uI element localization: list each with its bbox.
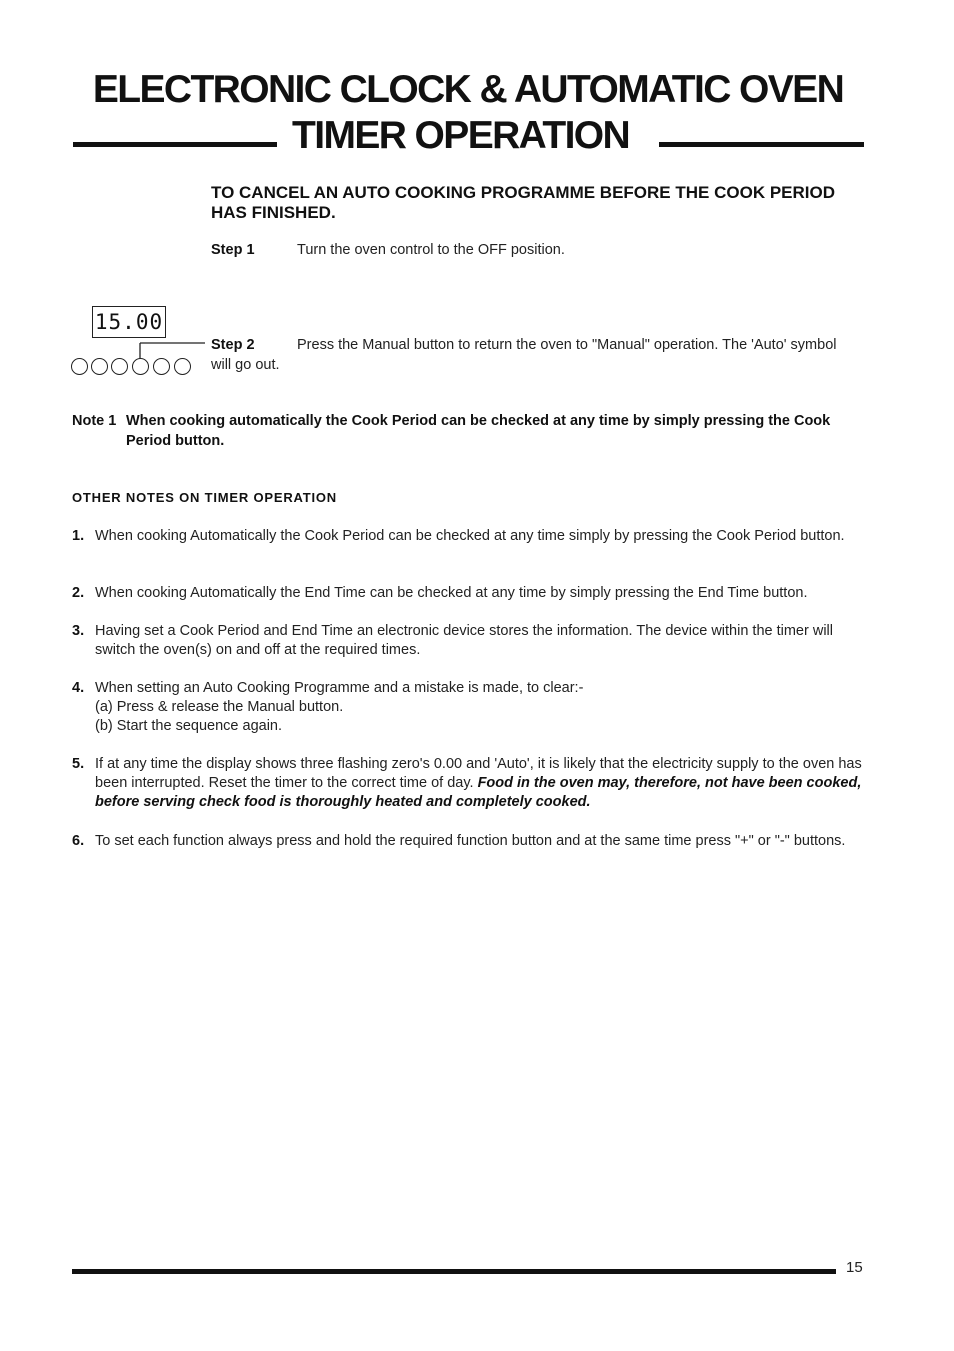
timer-button-manual [132,358,149,375]
timer-button-5 [153,358,170,375]
list-item-number: 6. [72,833,85,849]
list-item-4 [72,679,866,736]
footer-rule [72,1269,836,1274]
list-item-number: 2. [72,585,85,601]
list-item-text: If at any time the display shows three flashing zero's 0.00 and 'Auto', it is likely that the electricity supply to the oven has been interrupted. Reset the timer to the correct time of day. [95,756,862,791]
list-item-3 [72,622,866,660]
list-item-1 [72,527,866,546]
list-item-text: When cooking Automatically the End Time can be checked at any time by simply pressing the End Time button. [95,585,808,601]
timer-button-6 [174,358,191,375]
step2-text-line1: Press the Manual button to return the oven to "Manual" operation. The 'Auto' symbol [297,337,837,353]
list-item-text: When cooking Automatically the Cook Period can be checked at any time simply by pressing the Cook Period button. [95,528,845,544]
page-title-line2: TIMER OPERATION [292,114,630,157]
step2-label: Step 2 [211,337,255,353]
list-item-warning: Food in the oven may, therefore, not have been cooked, before serving check food is thoroughly heated and completely cooked. [95,775,862,810]
list-item-subitem-b: (b) Start the sequence again. [95,718,283,734]
page-number: 15 [846,1259,863,1276]
title-rule-right [659,142,864,147]
timer-button-1 [71,358,88,375]
title-rule-left [73,142,277,147]
list-item-6 [72,832,866,851]
step1-label: Step 1 [211,242,255,258]
list-item-5 [72,755,866,812]
step2-text-line2: will go out. [211,357,280,373]
timer-leader-line [135,338,215,362]
timer-button-2 [91,358,108,375]
list-item-2 [72,584,866,603]
list-item-number: 5. [72,756,85,772]
cancel-heading: TO CANCEL AN AUTO COOKING PROGRAMME BEFORE THE COOK PERIOD HAS FINISHED. [211,183,835,222]
timer-button-3 [111,358,128,375]
list-item-number: 3. [72,623,85,639]
list-item-subitem-a: (a) Press & release the Manual button. [95,699,344,715]
list-item-text: Having set a Cook Period and End Time an electronic device stores the information. The device within the timer will switch the oven(s) on and off at the required times. [95,623,833,658]
note1-text: When cooking automatically the Cook Period can be checked at any time by simply pressing the Cook Period button. [126,413,831,449]
timer-display: 15.00 [92,306,166,338]
step1-text: Turn the oven control to the OFF position. [297,242,565,258]
list-item-text-block [95,755,866,812]
other-notes-heading: OTHER NOTES ON TIMER OPERATION [72,490,337,505]
note1-label: Note 1 [72,413,117,429]
list-item-number: 4. [72,680,85,696]
list-item-text: When setting an Auto Cooking Programme and a mistake is made, to clear:- [95,680,584,696]
list-item-number: 1. [72,528,85,544]
page-title-line1: ELECTRONIC CLOCK & AUTOMATIC OVEN [92,68,844,111]
list-item-text: To set each function always press and hold the required function button and at the same time press "+" or "-" buttons. [95,833,846,849]
